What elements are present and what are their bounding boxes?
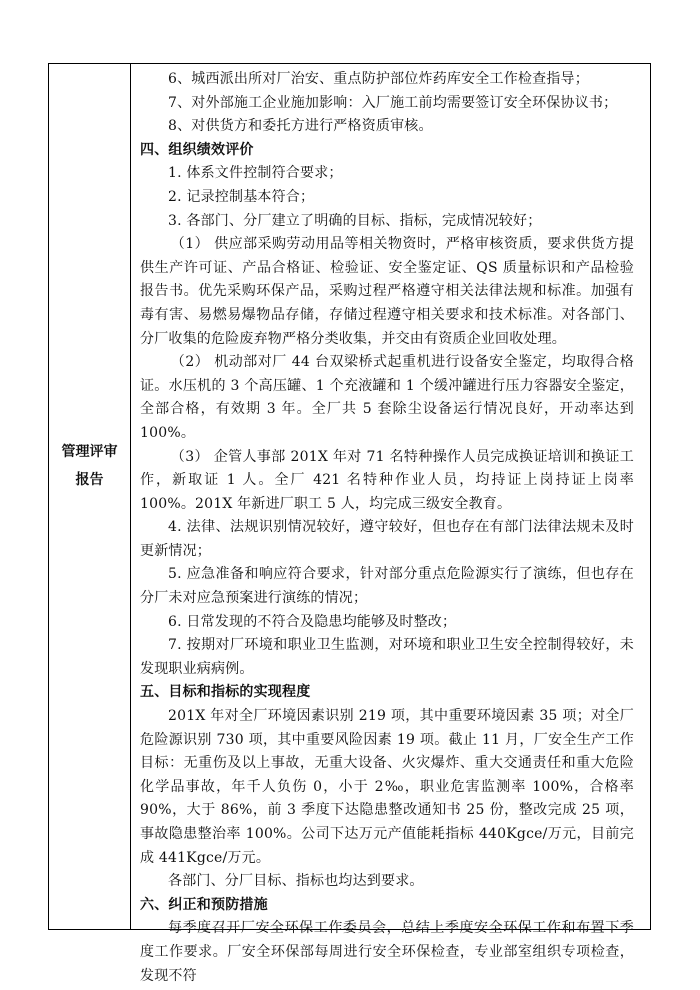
row-label-line-2: 报告 (75, 472, 104, 488)
column-divider (130, 64, 131, 929)
row-label-line-1: 管理评审 (61, 444, 118, 460)
paragraph: 4. 法律、法规识别情况较好，遵守较好，但也存在有部门法律法规未及时更新情况； (140, 519, 634, 559)
section-heading: 六、纠正和预防措施 (140, 896, 268, 913)
paragraph: 6. 日常发现的不符合及隐患均能够及时整改； (168, 613, 457, 630)
paragraph: 201X 年对全厂环境因素识别 219 项，其中重要环境因素 35 项；对全厂危险源识别 730 项，其中重要风险因素 19 项。截止 11 月，厂安全生产工作目标：无重伤及以上事故，无重大设备、火灾爆炸、重大交通责任和重大危险化学品事故，年千人负伤 0，小于 2‰，职业危害监测率 100%，合格率 90%，大于 86%，前 3 季度下达隐患整改通知书 25 份，整改完成 25 项，事故隐患整治率 100%。公司下达万元产值能耗指标 440Kgce/万元，目前完成 441Kgce/万元。 (140, 708, 634, 866)
paragraph: 2. 记录控制基本符合； (168, 188, 315, 205)
paragraph: （2） 机动部对厂 44 台双梁桥式起重机进行设备安全鉴定，均取得合格证。水压机的 3 个高压罐、1 个充液罐和 1 个缓冲罐进行压力容器安全鉴定，全部合格，有效期 3 年。全厂共 5 套除尘设备运行情况良好，开动率达到 100%。 (140, 354, 634, 441)
paragraph: 6、城西派出所对厂治安、重点防护部位炸药库安全工作检查指导； (168, 71, 589, 87)
row-label (49, 438, 130, 494)
section-heading: 四、组织绩效评价 (140, 141, 254, 158)
paragraph: 每季度召开厂安全环保工作委员会，总结上季度安全环保工作和布置下季度工作要求。厂安全环保部每周进行安全环保检查，专业部室组织专项检查，发现不符 (140, 920, 634, 984)
report-table (48, 63, 651, 984)
paragraph: 3. 各部门、分厂建立了明确的目标、指标，完成情况较好； (168, 212, 542, 229)
report-content (140, 68, 634, 988)
paragraph: 7、对外部施工企业施加影响：入厂施工前均需要签订安全环保协议书； (168, 94, 618, 111)
paragraph: （3） 企管人事部 201X 年对 71 名特种操作人员完成换证培训和换证工作，新取证 1 人。全厂 421 名特种作业人员，均持证上岗持证上岗率 100%。201X 年新进厂职工 5 人，均完成三级安全教育。 (140, 448, 634, 512)
paragraph: 1. 体系文件控制符合要求； (168, 165, 343, 182)
paragraph: 8、对供货方和委托方进行严格资质审核。 (168, 118, 433, 135)
paragraph: 各部门、分厂目标、指标也均达到要求。 (168, 873, 424, 890)
paragraph: 5. 应急准备和响应符合要求，针对部分重点危险源实行了演练，但也存在分厂未对应急预案进行演练的情况； (140, 566, 634, 607)
section-heading: 五、目标和指标的实现程度 (140, 684, 311, 701)
paragraph: 7. 按期对厂环境和职业卫生监测，对环境和职业卫生安全控制得较好，未发现职业病病例。 (140, 637, 634, 677)
paragraph: （1） 供应部采购劳动用品等相关物资时，严格审核资质，要求供货方提供生产许可证、产品合格证、检验证、安全鉴定证、QS 质量标识和产品检验报告书。优先采购环保产品，采购过程严格遵守相关法律法规和标准。加强有毒有害、易燃易爆物品存储，存储过程遵守相关要求和技术标准。对各部门、分厂收集的危险废弃物严格分类收集，并交由有资质企业回收处理。 (140, 236, 634, 347)
